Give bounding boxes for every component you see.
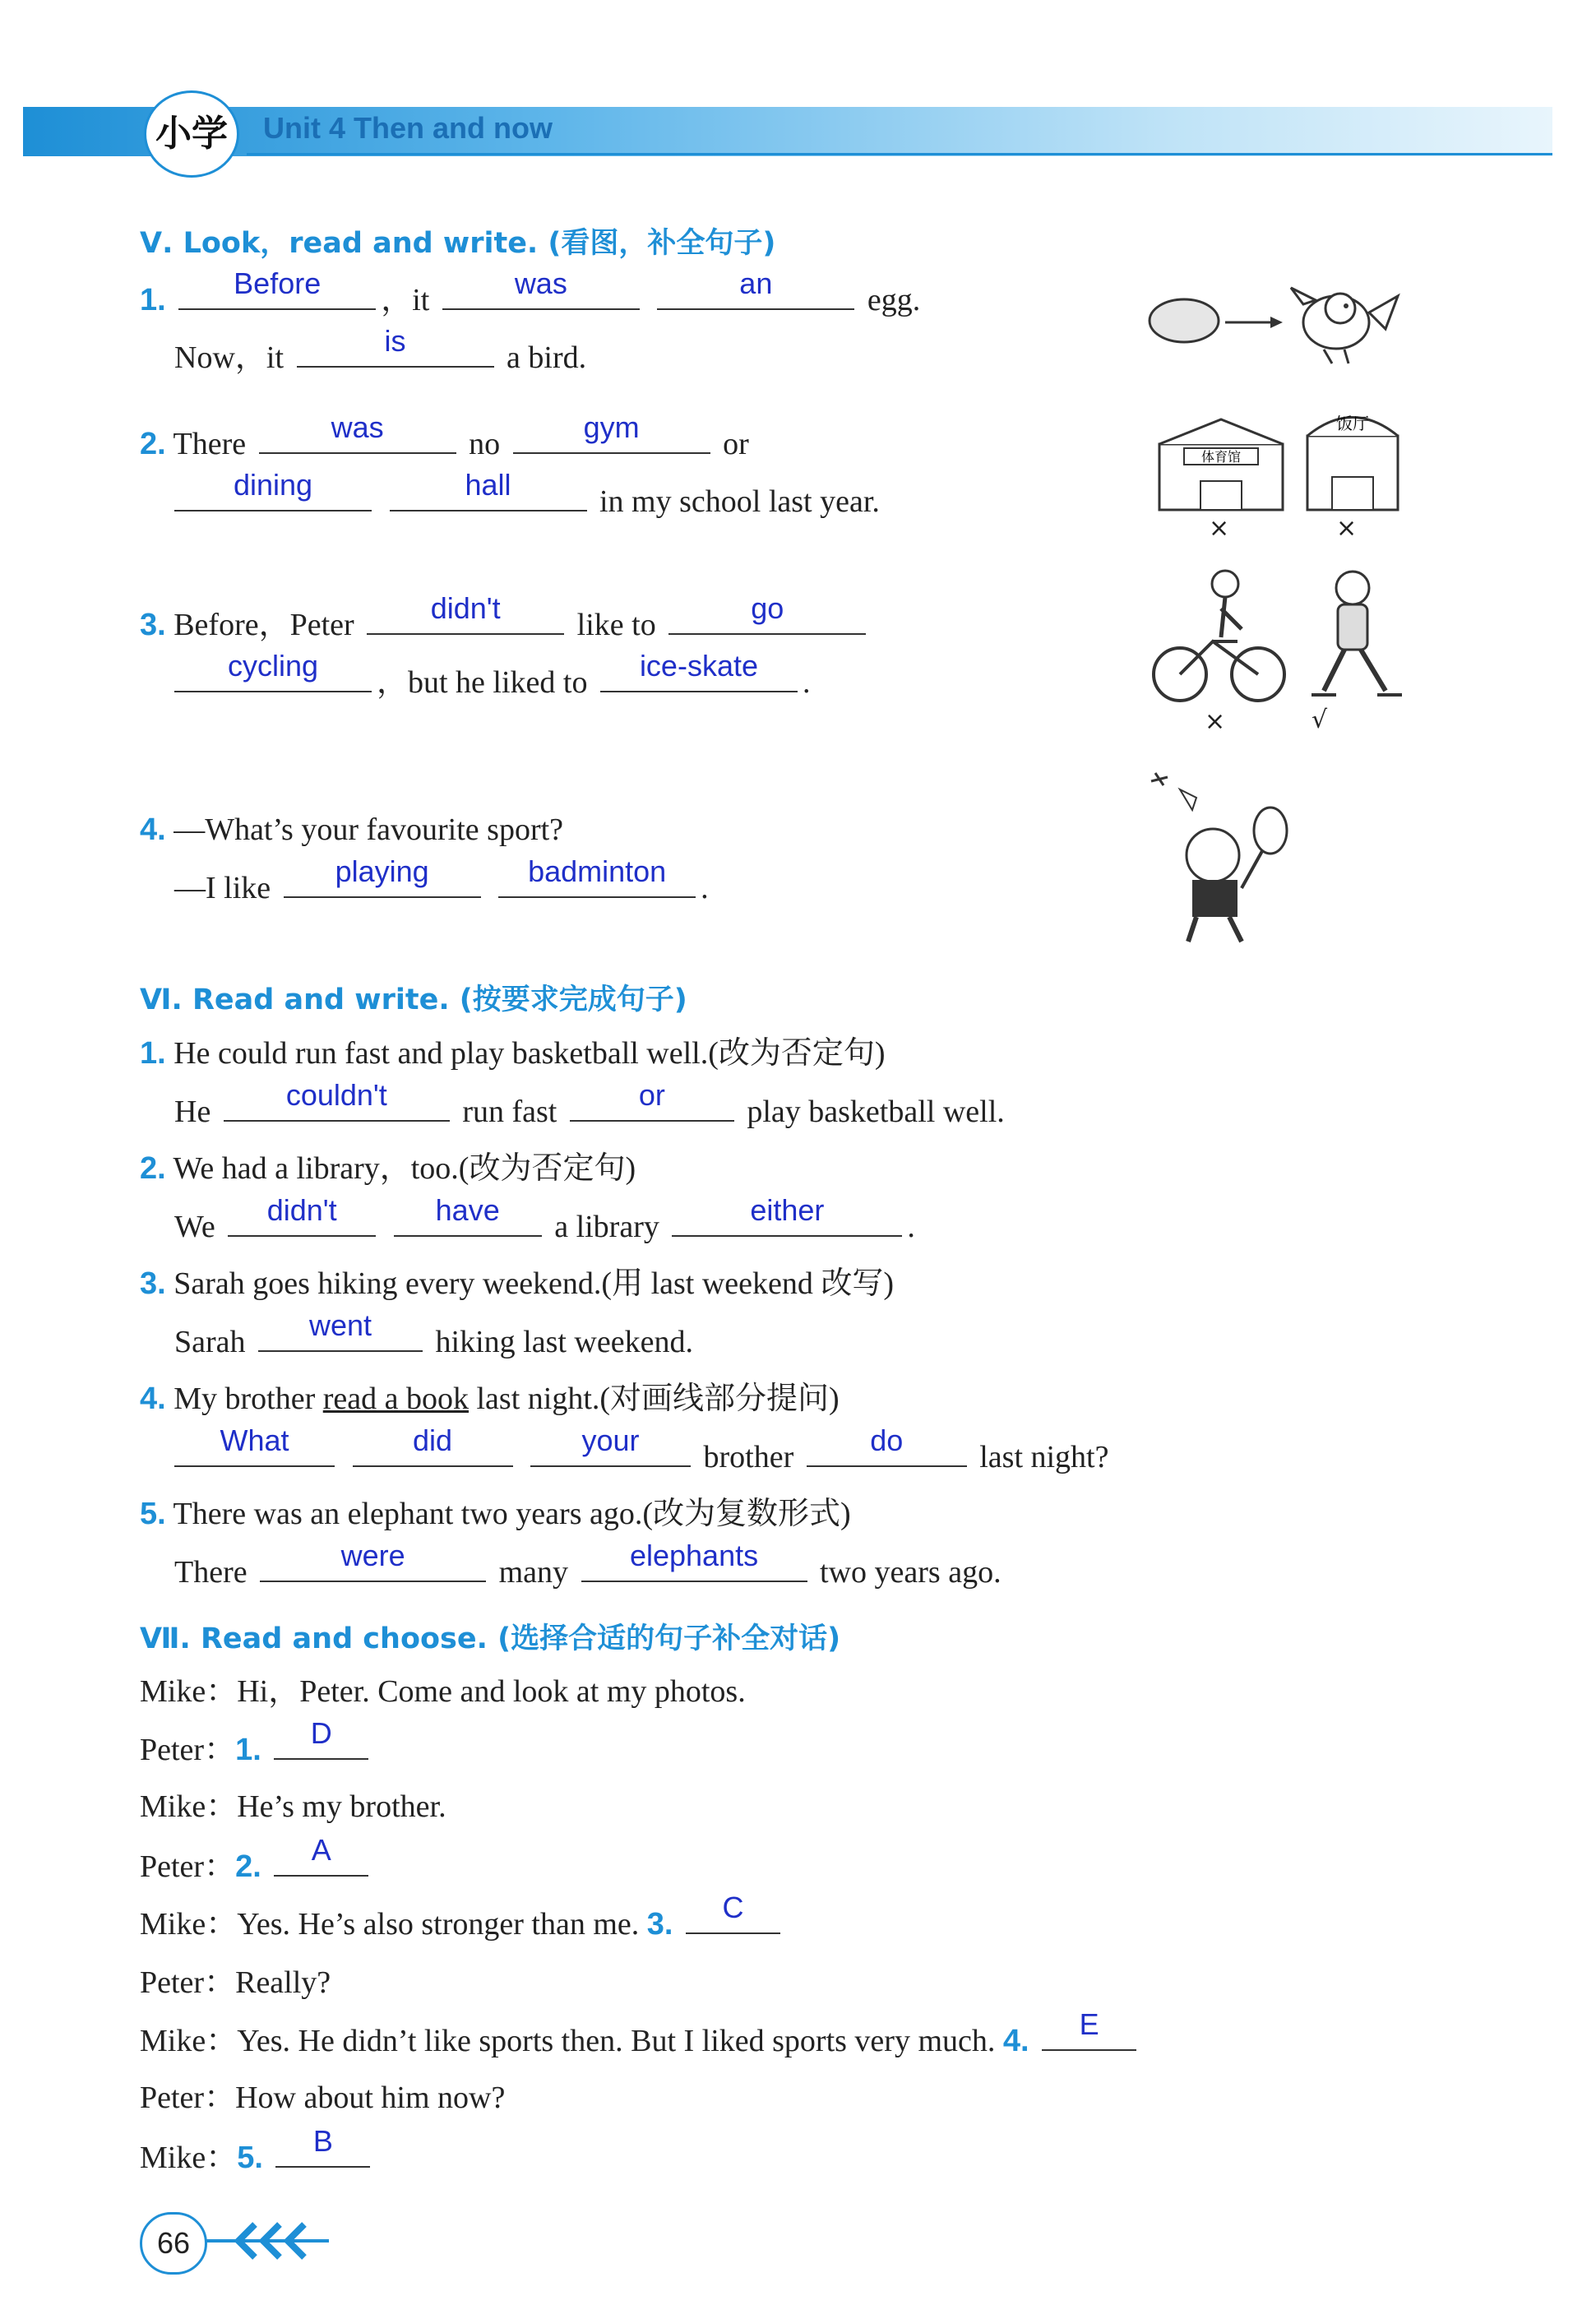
s5-q3-line2: cycling ，but he liked to ice-skate . [174, 666, 810, 698]
answer-blank: What [174, 1441, 335, 1467]
page-number: 66 [140, 2212, 207, 2275]
answer-blank: badminton [498, 872, 696, 898]
check-mark: √ [1311, 706, 1328, 734]
s5-q4-line2: —I like playing badminton . [174, 854, 709, 905]
cross-mark: × [1336, 514, 1358, 543]
dialogue-line: Mike：Hi，Peter. Come and look at my photos. [140, 1674, 746, 1709]
s5-q4-line1: 4. —What’s your favourite sport? [140, 812, 564, 847]
answer-blank: A [274, 1850, 368, 1877]
s5-q2-line1: 2. There was no gym or [140, 410, 749, 461]
svg-text:体育馆: 体育馆 [1200, 449, 1242, 465]
dialogue-line: Peter：2. A [140, 1850, 373, 1882]
dialogue-line: Mike：He’s my brother. [140, 1789, 446, 1824]
answer-blank: ice-skate [600, 666, 798, 692]
question-number: 2. [140, 427, 166, 461]
school-logo: 小学 [144, 90, 239, 178]
answer-blank: either [672, 1210, 902, 1237]
underlined-phrase: read a book [322, 1382, 469, 1416]
answer-blank: didn't [228, 1210, 376, 1237]
answer-blank: didn't [367, 609, 564, 635]
s5-q1-line2: Now，it is a bird. [174, 324, 587, 375]
dialogue-line: Mike：Yes. He didn’t like sports then. But I liked sports very much. 4. E [140, 2025, 1141, 2057]
s5-q2-line2: dining hall in my school last year. [174, 485, 880, 517]
answer-blank: C [686, 1908, 780, 1934]
section-5-title: Ⅴ. Look，read and write. (看图，补全句子) [140, 227, 776, 260]
s6-q1-answer: He couldn't run fast or play basketball well. [174, 1078, 1005, 1129]
s5-q3-line1: 3. Before，Peter didn't like to go [140, 609, 871, 641]
answer-blank: do [807, 1441, 967, 1467]
egg-to-bird-picture [1147, 271, 1410, 378]
answer-blank: gym [513, 428, 710, 454]
answer-blank: dining [174, 485, 372, 511]
answer-blank: was [442, 284, 640, 310]
answer-blank: is [297, 341, 494, 368]
answer-blank: did [353, 1441, 513, 1467]
answer-blank: cycling [174, 666, 372, 692]
s6-q2-prompt: 2. We had a library，too.(改为否定句) [140, 1151, 636, 1186]
answer-blank: have [394, 1210, 542, 1237]
cross-mark: × [1209, 514, 1230, 543]
section-6-title: Ⅵ. Read and write. (按要求完成句子) [140, 984, 687, 1016]
decorative-arrows-icon [206, 2216, 337, 2266]
answer-blank: your [530, 1441, 691, 1467]
answer-blank: B [275, 2141, 370, 2168]
svg-text:饭厅: 饭厅 [1336, 414, 1369, 433]
dialogue-line: Mike：Yes. He’s also stronger than me. 3. C [140, 1908, 785, 1940]
question-number: 3. [140, 608, 166, 642]
dialogue-line: Mike：5. B [140, 2141, 375, 2173]
section-7-title: Ⅶ. Read and choose. (选择合适的句子补全对话) [140, 1622, 841, 1655]
dialogue-line: Peter：How about him now? [140, 2081, 506, 2115]
header-divider [247, 153, 1552, 155]
s6-q2-answer: We didn't have a library either . [174, 1193, 915, 1244]
question-number: 4. [140, 812, 166, 847]
answer-blank: go [668, 609, 866, 635]
gym-and-dining-hall-picture [1151, 403, 1423, 518]
answer-blank: went [258, 1326, 423, 1352]
s6-q4-answer: What did your brother do last night? [174, 1441, 1109, 1473]
s6-q5-prompt: 5. There was an elephant two years ago.(改为复数形式) [140, 1497, 851, 1531]
s6-q3-answer: Sarah went hiking last weekend. [174, 1308, 693, 1359]
dialogue-line: Peter：Really? [140, 1965, 331, 2000]
answer-blank: elephants [581, 1556, 807, 1582]
answer-blank: playing [284, 872, 481, 898]
s6-q1-prompt: 1. He could run fast and play basketball well.(改为否定句) [140, 1036, 886, 1071]
unit-title: Unit 4 Then and now [263, 111, 553, 145]
header-bar [23, 107, 1552, 156]
dialogue-line: Peter：1. D [140, 1733, 373, 1766]
question-number: 1. [140, 283, 166, 317]
cross-mark: × [1205, 707, 1226, 736]
answer-blank: were [260, 1556, 486, 1582]
answer-blank: E [1042, 2025, 1136, 2051]
answer-blank: hall [390, 485, 587, 511]
answer-blank: was [259, 428, 456, 454]
s6-q4-prompt: 4. My brother read a book last night.(对画线部分提问) [140, 1382, 840, 1416]
answer-blank: an [657, 284, 854, 310]
s6-q3-prompt: 3. Sarah goes hiking every weekend.(用 last weekend 改写) [140, 1266, 895, 1301]
answer-blank: D [274, 1733, 368, 1760]
s5-q1-line1: 1. Before ，it was an egg. [140, 266, 921, 317]
answer-blank: or [570, 1095, 734, 1122]
answer-blank: couldn't [224, 1095, 450, 1122]
badminton-player-picture [1147, 765, 1311, 954]
cycling-and-skating-picture [1147, 567, 1410, 707]
answer-blank: Before [178, 284, 376, 310]
s6-q5-answer: There were many elephants two years ago. [174, 1539, 1002, 1590]
